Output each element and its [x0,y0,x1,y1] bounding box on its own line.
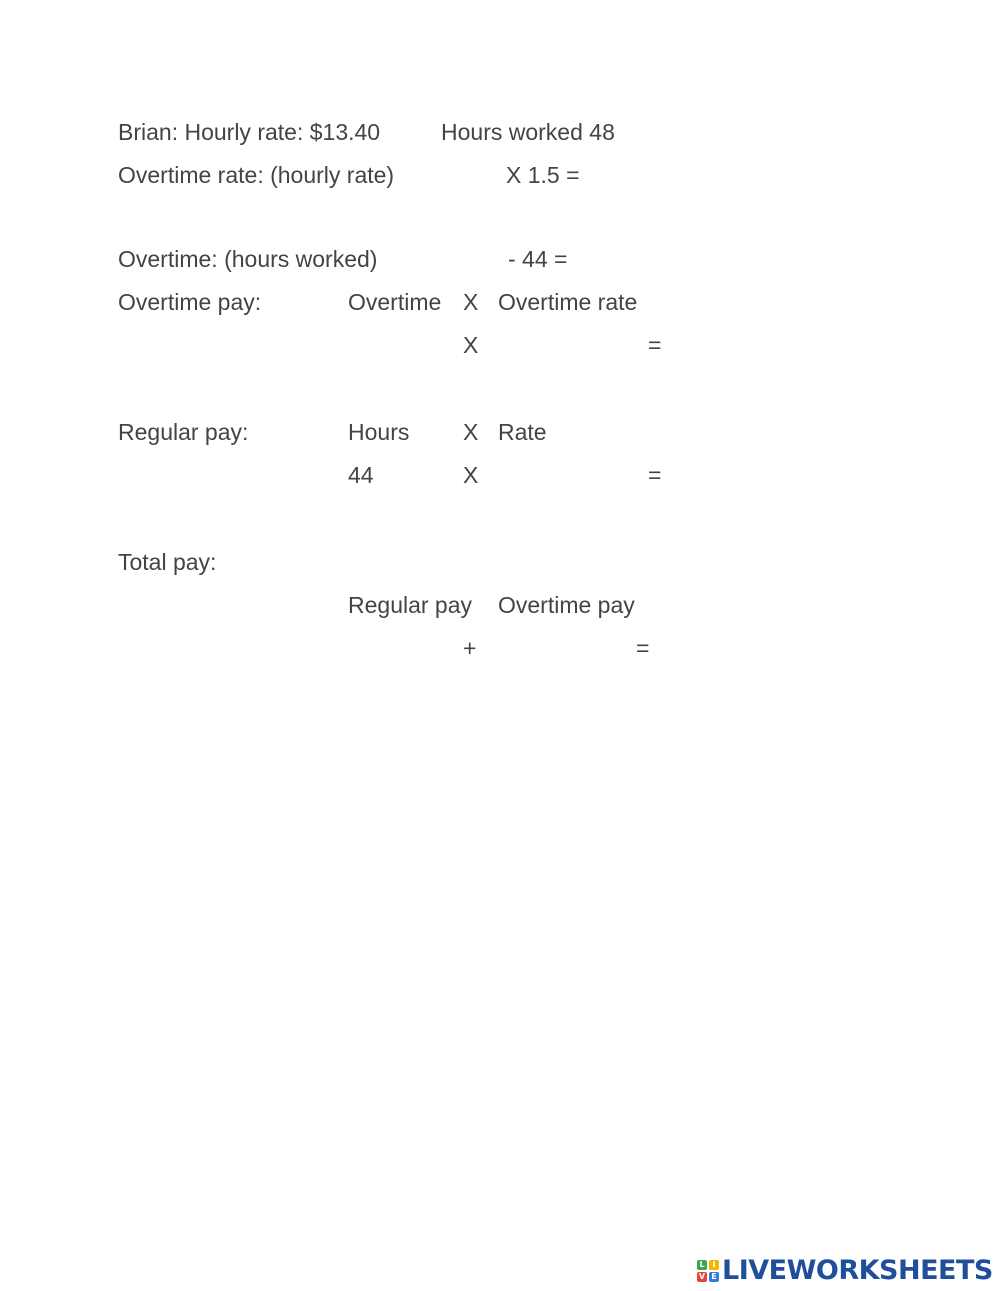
regular-pay-col-hours: Hours [348,419,410,445]
logo-letter-e: E [709,1272,719,1282]
employee-rate-text: Brian: Hourly rate: $13.40 [118,119,381,145]
overtime-rate-label: Overtime rate: (hourly rate) [118,162,395,188]
total-pay-col-overtime: Overtime pay [498,592,635,618]
total-pay-label: Total pay: [118,549,217,575]
overtime-pay-col-rate: Overtime rate [498,289,638,315]
logo-letter-l: L [697,1260,707,1270]
overtime-pay-col-overtime: Overtime [348,289,442,315]
overtime-pay-label: Overtime pay: [118,289,262,315]
regular-pay-multiply-sign: X [463,419,479,445]
regular-pay-multiply-sign-2: X [463,462,479,488]
regular-pay-label: Regular pay: [118,419,249,445]
logo-letter-i: I [709,1260,719,1270]
hours-worked-text: Hours worked 48 [441,119,615,145]
total-pay-col-regular: Regular pay [348,592,473,618]
overtime-pay-multiply-sign-2: X [463,332,479,358]
total-pay-plus-sign: + [463,635,477,661]
overtime-rate-formula: X 1.5 = [506,162,580,188]
overtime-hours-formula: - 44 = [508,246,568,272]
logo-text: LIVEWORKSHEETS [722,1255,993,1286]
overtime-pay-equals: = [648,332,662,358]
regular-pay-col-rate: Rate [498,419,547,445]
regular-pay-equals: = [648,462,662,488]
logo-letter-v: V [698,1272,706,1281]
regular-pay-hours-value: 44 [348,462,374,488]
logo-mark-icon [697,1260,719,1282]
overtime-hours-label: Overtime: (hours worked) [118,246,378,272]
liveworksheets-logo[interactable] [697,1256,993,1286]
overtime-pay-multiply-sign: X [463,289,479,315]
total-pay-equals: = [636,635,650,661]
